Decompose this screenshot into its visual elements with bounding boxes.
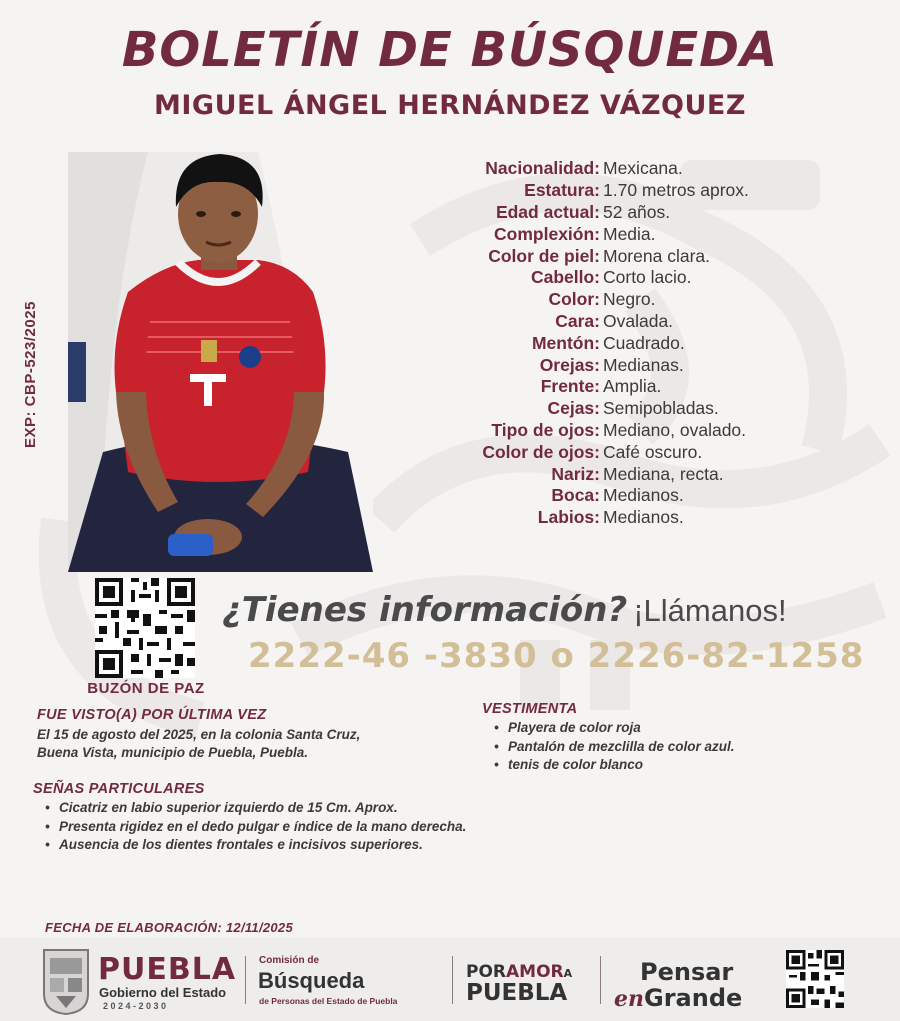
detail-value: 52 años. [603, 201, 671, 222]
detail-label: Color de piel: [488, 245, 600, 266]
detail-value: Morena clara. [603, 245, 710, 266]
elaboration-date: FECHA DE ELABORACIÓN: 12/11/2025 [45, 920, 293, 935]
marks-heading: SEÑAS PARTICULARES [33, 781, 205, 797]
amor-text: AMOR [506, 962, 564, 982]
detail-label: Boca: [551, 485, 600, 506]
clothing-section [482, 701, 882, 775]
detail-value: Cuadrado. [603, 332, 685, 353]
distinguishing-marks-section [33, 781, 653, 855]
personas-text: de Personas del Estado de Puebla [259, 996, 398, 1006]
footer-logos [0, 938, 900, 1021]
detail-value: Mexicana. [603, 158, 683, 179]
list-item: • Cicatriz en labio superior izquierdo de 15 Cm. Aprox. [41, 799, 653, 818]
en-text: en [614, 986, 644, 1012]
detail-value: Mediano, ovalado. [603, 419, 747, 440]
physical-details [400, 158, 860, 529]
grande-text: Grande [644, 984, 743, 1012]
years-text: 2 0 2 4 - 2 0 3 0 [103, 1001, 167, 1011]
detail-value: Ovalada. [603, 310, 674, 331]
detail-row [400, 463, 860, 485]
list-item: • Pantalón de mezclilla de color azul. [490, 738, 882, 757]
en-grande-logo [614, 984, 742, 1012]
detail-value: Mediana, recta. [603, 463, 724, 484]
detail-label: Color: [548, 289, 600, 310]
detail-row [400, 289, 860, 311]
coat-of-arms-icon [40, 944, 92, 1016]
puebla-slogan-text: PUEBLA [466, 980, 568, 1006]
detail-row [400, 354, 860, 376]
info-prompt [222, 590, 787, 630]
detail-row [400, 420, 860, 442]
detail-value: Semipobladas. [603, 398, 719, 419]
gobierno-text: Gobierno del Estado [99, 985, 227, 1000]
detail-row [400, 267, 860, 289]
detail-value: Medianas. [603, 354, 684, 375]
list-item: • tenis de color blanco [490, 756, 882, 775]
qr-code[interactable] [95, 578, 195, 678]
clothing-heading: VESTIMENTA [482, 701, 578, 717]
detail-value: Media. [603, 223, 656, 244]
por-text: POR [466, 962, 507, 982]
detail-row [400, 441, 860, 463]
detail-row [400, 202, 860, 224]
detail-label: Nariz: [551, 463, 600, 484]
detail-row [400, 245, 860, 267]
detail-label: Edad actual: [495, 201, 600, 222]
footer-qr-code[interactable] [786, 950, 844, 1008]
divider [452, 956, 453, 1004]
list-item: • Presenta rigidez en el dedo pulgar e índice de la mano derecha. [41, 818, 653, 837]
por-amor-logo [466, 962, 572, 982]
detail-row [400, 180, 860, 202]
puebla-logo-text: PUEBLA [98, 952, 237, 987]
divider [245, 956, 246, 1004]
expediente-number: EXP: CBP-523/2025 [22, 301, 39, 448]
detail-row [400, 485, 860, 507]
detail-row [400, 332, 860, 354]
last-seen-section [37, 707, 467, 762]
person-photo [68, 152, 373, 572]
detail-value: Café oscuro. [603, 441, 703, 462]
phone-numbers[interactable]: 2222-46 -3830 o 2226-82-1258 [248, 636, 865, 676]
list-item: • Ausencia de los dientes frontales e incisivos superiores. [41, 836, 653, 855]
comision-text: Comisión de [259, 955, 320, 966]
call-us: ¡Llámanos! [633, 593, 787, 628]
detail-row [400, 376, 860, 398]
detail-value: Negro. [603, 289, 656, 310]
detail-value: 1.70 metros aprox. [603, 180, 749, 201]
detail-label: Complexión: [494, 223, 600, 244]
detail-row [400, 311, 860, 333]
detail-label: Cabello: [530, 267, 600, 288]
detail-label: Labios: [537, 507, 600, 528]
qr-label: BUZÓN DE PAZ [87, 680, 205, 697]
detail-label: Color de ojos: [482, 441, 600, 462]
last-seen-heading: FUE VISTO(A) POR ÚLTIMA VEZ [37, 707, 267, 723]
detail-value: Corto lacio. [603, 267, 692, 288]
detail-value: Amplia. [603, 376, 662, 397]
a-text: A [563, 967, 573, 980]
detail-label: Nacionalidad: [485, 158, 600, 179]
detail-label: Tipo de ojos: [491, 419, 600, 440]
detail-row [400, 223, 860, 245]
divider [600, 956, 601, 1004]
last-seen-line: El 15 de agosto del 2025, en la colonia Santa Cruz, [37, 727, 361, 742]
detail-label: Cejas: [547, 398, 600, 419]
info-question: ¿Tienes información? [222, 590, 628, 630]
bulletin-title: BOLETÍN DE BÚSQUEDA [121, 22, 779, 78]
detail-label: Frente: [540, 376, 600, 397]
person-name: MIGUEL ÁNGEL HERNÁNDEZ VÁZQUEZ [154, 90, 746, 121]
detail-row [400, 158, 860, 180]
detail-row [400, 398, 860, 420]
last-seen-line: Buena Vista, municipio de Puebla, Puebla. [37, 745, 309, 760]
detail-row [400, 507, 860, 529]
pensar-text: Pensar [640, 958, 734, 986]
detail-value: Medianos. [603, 507, 684, 528]
detail-value: Medianos. [603, 485, 684, 506]
detail-label: Mentón: [531, 332, 600, 353]
detail-label: Orejas: [539, 354, 600, 375]
busqueda-text: Búsqueda [258, 968, 365, 993]
detail-label: Cara: [555, 310, 600, 331]
detail-label: Estatura: [524, 180, 600, 201]
list-item: • Playera de color roja [490, 719, 882, 738]
